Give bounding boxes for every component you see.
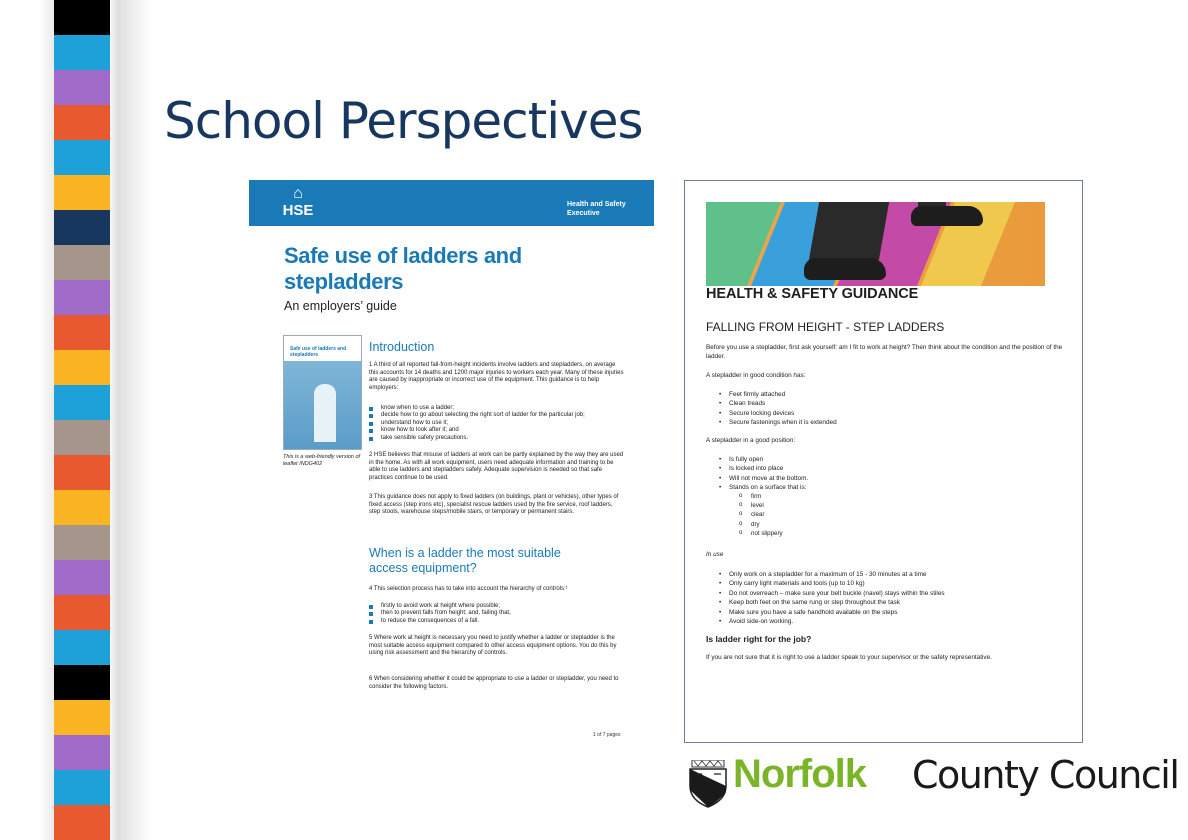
hse-para-3: 3 This guidance does not apply to fixed ladders (on buildings, plant or vehicles), other types of fixed access (step irons etc), specialist rescue ladders used by the fire service, roof ladders, step stools, warehouse steps/mobile stairs, or temporary or permanent stairs. — [369, 494, 619, 516]
norfolk-crest-icon — [688, 760, 728, 808]
list-item: decide how to go about selecting the right sort of ladder for the particular job; — [369, 412, 624, 419]
list-item: • Secure fastenings when it is extended — [719, 418, 837, 427]
hse-title: Safe use of ladders and stepladders — [284, 243, 522, 294]
list-item: • Only carry light materials and tools (up to 10 kg) — [719, 579, 945, 588]
list-item: o clear — [739, 510, 783, 519]
list-item: o level — [739, 501, 783, 510]
logo-norfolk: Norfolk — [733, 752, 866, 796]
color-block — [54, 0, 110, 36]
color-block — [54, 805, 110, 840]
intro-heading: Introduction — [369, 340, 435, 354]
color-block — [54, 315, 110, 351]
list-item: • Will not move at the bottom. — [719, 474, 808, 483]
hse-subtitle: An employers’ guide — [284, 299, 397, 313]
hse-para-4: 4 This selection process has to take into account the hierarchy of controls:¹ — [369, 586, 568, 592]
ncc-subheading: FALLING FROM HEIGHT - STEP LADDERS — [706, 320, 945, 334]
hse-bullets-2 — [369, 603, 624, 625]
color-block — [54, 770, 110, 806]
hse-para-1: 1 A third of all reported fall-from-height incidents involve ladders and stepladders, on average this accounts for 14 deaths and 1200 major injuries to workers each year. Many of these injuries are caused by inappropriate or incorrect use of the equipment. This guidance is to help employers: — [369, 362, 624, 391]
stepladder-photo — [706, 202, 1045, 286]
in-use-label: In use — [706, 551, 724, 558]
color-block — [54, 105, 110, 141]
hse-logo — [279, 186, 317, 222]
condition-label: A stepladder in good condition has: — [706, 372, 806, 379]
list-item: o not slippery — [739, 529, 783, 538]
hse-para-5: 5 Where work at height is necessary you need to justify whether a ladder or stepladder is the most suitable access equipment compared to other access equipment options. You do this by using risk assessment and the hierarchy of controls. — [369, 635, 617, 657]
color-block — [54, 735, 110, 771]
list-item: o firm — [739, 492, 783, 501]
hse-emblem-icon: ⌂ — [293, 185, 303, 202]
color-block — [54, 280, 110, 316]
list-item: • Do not overreach – make sure your belt buckle (navel) stays within the stiles — [719, 589, 945, 598]
decorative-strip — [0, 0, 150, 840]
list-item: • Is locked into place — [719, 464, 808, 473]
color-block — [54, 175, 110, 211]
slide-title: School Perspectives — [164, 92, 643, 150]
hse-para-6: 6 When considering whether it could be appropriate to use a ladder or stepladder, you need to consider the following factors. — [369, 676, 619, 690]
list-item: • Make sure you have a safe handhold available on the steps — [719, 608, 945, 617]
cover-title: Safe use of ladders and stepladders — [290, 346, 347, 358]
color-block — [54, 70, 110, 106]
color-block — [54, 350, 110, 386]
list-item: • Keep both feet on the same rung or step throughout the task — [719, 598, 945, 607]
color-blocks — [54, 0, 110, 840]
list-item: • Secure locking devices — [719, 409, 837, 418]
hse-bullets-1 — [369, 405, 624, 442]
hse-logo-text: HSE — [282, 202, 314, 219]
list-item: • Clean treads — [719, 399, 837, 408]
photo-shoe — [804, 258, 886, 280]
list-item: firstly to avoid work at height where possible; — [369, 603, 624, 610]
list-item: • Avoid side-on working. — [719, 617, 945, 626]
condition-list — [719, 390, 837, 428]
heading-2: When is a ladder the most suitable access equipment? — [369, 546, 561, 575]
list-item: o dry — [739, 520, 783, 529]
ncc-heading: HEALTH & SAFETY GUIDANCE — [706, 286, 919, 302]
color-block — [54, 525, 110, 561]
color-block — [54, 385, 110, 421]
photo-leg — [809, 202, 889, 260]
color-block — [54, 490, 110, 526]
list-item: • Feet firmly attached — [719, 390, 837, 399]
color-block — [54, 420, 110, 456]
logo-county-council: County Council — [912, 753, 1179, 797]
in-use-list — [719, 570, 945, 626]
position-list — [719, 455, 808, 493]
list-item: know how to look after it; and — [369, 427, 624, 434]
list-item: • Is fully open — [719, 455, 808, 464]
cover-figure — [314, 384, 336, 442]
list-item: • Only work on a stepladder for a maximum of 15 - 30 minutes at a time — [719, 570, 945, 579]
hse-publisher: Health and Safety Executive — [567, 201, 626, 217]
color-block — [54, 630, 110, 666]
color-block — [54, 665, 110, 701]
photo-shoe-2 — [911, 206, 983, 226]
color-block — [54, 210, 110, 246]
page-footer: 1 of 7 pages — [593, 732, 621, 738]
list-item: • Stands on a surface that is: — [719, 483, 808, 492]
hse-header-band — [249, 180, 654, 226]
color-block — [54, 35, 110, 71]
list-item: to reduce the consequences of a fall. — [369, 618, 624, 625]
list-item: take sensible safety precautions. — [369, 435, 624, 442]
hse-para-2: 2 HSE believes that misuse of ladders at work can be partly explained by the way they are used in the home. As with all work equipment, users need adequate information and training to be able to use ladders and stepladders safely. Adequate supervision is needed so that safe practices continue to be used. — [369, 452, 624, 481]
color-block — [54, 700, 110, 736]
position-label: A stepladder in a good position: — [706, 437, 796, 444]
surface-list — [739, 492, 783, 538]
color-block — [54, 245, 110, 281]
hse-leaflet-image — [249, 180, 654, 745]
color-block — [54, 140, 110, 176]
ncc-guidance-image — [684, 180, 1083, 743]
ncc-intro: Before you use a stepladder, first ask yourself: am I fit to work at height? Then think about the condition and the position of the ladder. — [706, 344, 1063, 360]
question-heading: Is ladder right for the job? — [706, 634, 812, 644]
list-item: then to prevent falls from height; and, failing that, — [369, 610, 624, 617]
cover-caption: This is a web-friendly version of leaflet INDG402 — [283, 454, 361, 467]
list-item: know when to use a ladder; — [369, 405, 624, 412]
closing-text: If you are not sure that it is right to use a ladder speak to your supervisor or the safety representative. — [706, 654, 992, 661]
color-block — [54, 455, 110, 491]
list-item: understand how to use it; — [369, 420, 624, 427]
color-block — [54, 595, 110, 631]
color-block — [54, 560, 110, 596]
leaflet-cover-thumbnail — [283, 335, 362, 450]
